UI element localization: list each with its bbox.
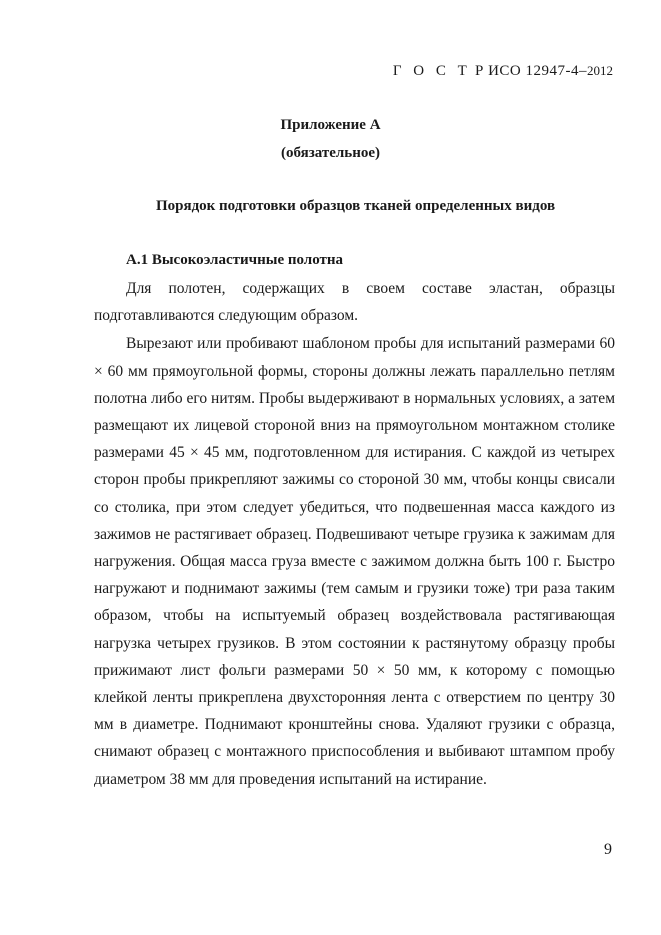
body-text bbox=[94, 275, 615, 793]
standard-header bbox=[393, 63, 613, 80]
appendix-status: (обязательное) bbox=[280, 145, 381, 161]
standard-year: 2012 bbox=[587, 63, 613, 78]
standard-code: Р ИСО 12947-4– bbox=[474, 63, 587, 79]
section-title: Порядок подготовки образцов тканей определенных видов bbox=[155, 198, 556, 214]
paragraph: Для полотен, содержащих в своем составе эластан, образцы подготавливаются следующим образом. bbox=[94, 280, 615, 325]
appendix-title: Приложение А bbox=[280, 117, 381, 133]
paragraph: Вырезают или пробивают шаблоном пробы для испытаний размерами 60 × 60 мм прямоугольной формы, стороны должны лежать параллельно петлям полотна либо его нитям. Пробы выдерживают в нормальных условиях, а затем размещают их лицевой стороной вниз на прямоугольном монтажном столике размерами 45 × 45 мм, подготовленном для истирания. С каждой из четырех сторон пробы прикрепляют зажимы со стороной 30 мм, чтобы концы свисали со столика, при этом следует убедиться, что подвешенная масса каждого из зажимов не растягивает образец. Подвешивают четыре грузика к зажимам для нагружения. Общая масса груза вместе с зажимом должна быть 100 г. Быстро нагружают и поднимают зажимы (тем самым и грузики тоже) три раза таким образом, чтобы на испытуемый образец воздействовала растягивающая нагрузка четырех грузиков. В этом состоянии к растянутому образцу пробы прижимают лист фольги размерами 50 × 50 мм, к которому с помощью клейкой ленты прикреплена двухсторонняя лента с отверстием по центру 30 мм в диаметре. Поднимают кронштейны снова. Удаляют грузики с образца, снимают образец с монтажного приспособления и выбивают штампом пробу диаметром 38 мм для проведения испытаний на истирание. bbox=[94, 335, 615, 788]
standard-prefix: Г О С Т bbox=[392, 63, 471, 79]
page-number: 9 bbox=[604, 841, 612, 858]
subsection-title: А.1 Высокоэластичные полотна bbox=[126, 252, 344, 268]
